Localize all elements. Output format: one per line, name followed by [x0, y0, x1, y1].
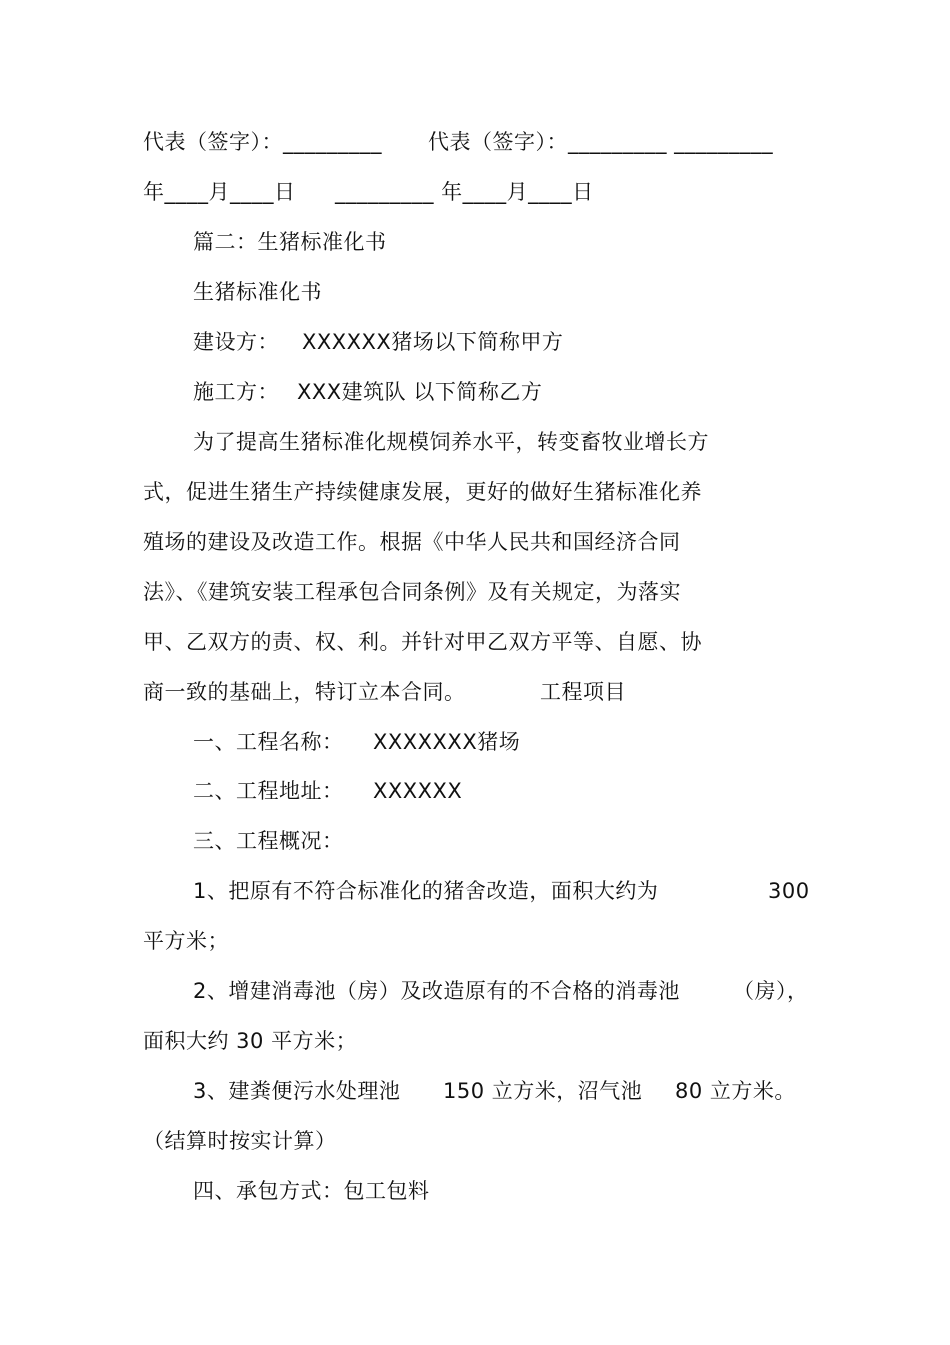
overview-item-1-continued: 平方米；	[143, 929, 229, 953]
intro-line-2: 式，促进生猪生产持续健康发展，更好的做好生猪标准化养	[143, 480, 702, 504]
intro-line-4: 法》、《建筑安装工程承包合同条例》及有关规定，为落实	[143, 580, 681, 604]
project-heading: 工程项目	[540, 680, 626, 704]
project-overview-label: 三、工程概况：	[193, 829, 344, 853]
signature-line-left: 代表（签字）：_________	[143, 130, 382, 154]
overview-item-3-segment-b: 80 立方米。	[675, 1079, 796, 1103]
intro-line-3: 殖场的建设及改造工作。根据《中华人民共和国经济合同	[143, 530, 681, 554]
intro-line-6: 商一致的基础上，特订立本合同。	[143, 680, 466, 704]
intro-line-5: 甲、乙双方的责、权、利。并针对甲乙双方平等、自愿、协	[143, 630, 702, 654]
overview-item-3-continued: （结算时按实计算）	[143, 1129, 337, 1153]
overview-item-3: 3、建粪便污水处理池	[193, 1079, 401, 1103]
section-heading: 篇二：生猪标准化书	[193, 230, 387, 254]
project-address-value: XXXXXX	[373, 779, 463, 803]
overview-item-3-segment-a: 150 立方米，沼气池	[443, 1079, 643, 1103]
overview-item-2-tail: （房），	[733, 979, 809, 1003]
project-name-value: XXXXXXX猪场	[373, 730, 521, 754]
project-name-label: 一、工程名称：	[193, 730, 344, 754]
overview-item-1: 1、把原有不符合标准化的猪舍改造，面积大约为	[193, 879, 659, 903]
overview-item-2: 2、增建消毒池（房）及改造原有的不合格的消毒池	[193, 979, 680, 1003]
party-a-value: XXXXXX猪场以下简称甲方	[302, 330, 564, 354]
date-line-left: 年____月____日	[143, 180, 296, 204]
intro-line-1: 为了提高生猪标准化规模饲养水平，转变畜牧业增长方	[193, 430, 709, 454]
contract-mode: 四、承包方式：包工包料	[193, 1179, 430, 1203]
signature-line-right: 代表（签字）：_________ _________	[428, 130, 774, 154]
party-a-label: 建设方：	[193, 330, 279, 354]
date-line-right: _________ 年____月____日	[335, 180, 594, 204]
document-title: 生猪标准化书	[193, 280, 322, 304]
project-address-label: 二、工程地址：	[193, 779, 344, 803]
overview-item-2-continued: 面积大约 30 平方米；	[143, 1029, 358, 1053]
party-b-label: 施工方：	[193, 380, 279, 404]
party-b-value: XXX建筑队 以下简称乙方	[297, 380, 543, 404]
overview-item-1-number: 300	[768, 879, 810, 903]
